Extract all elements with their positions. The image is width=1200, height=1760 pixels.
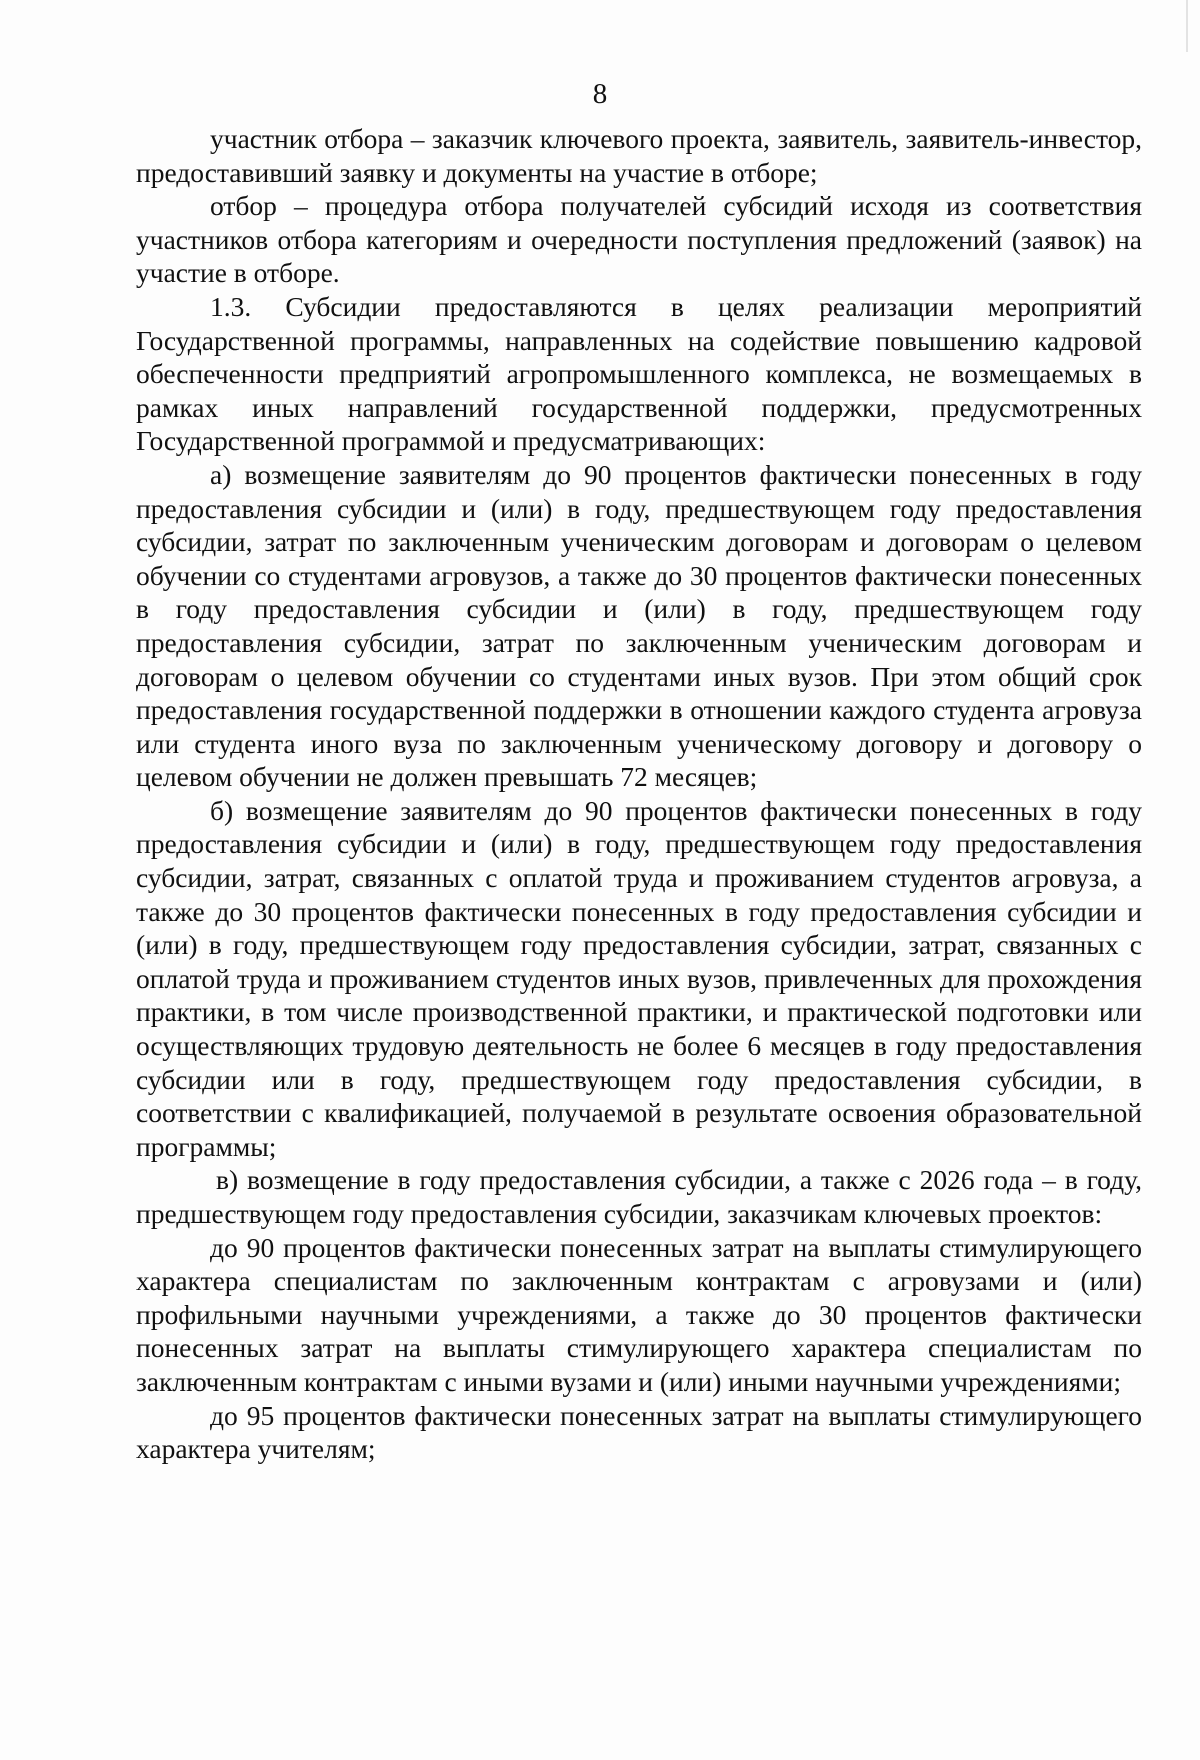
scan-edge-mark [1186,0,1188,52]
paragraph-item-v: в) возмещение в году предоставления субсидии, а также с 2026 года – в году, предшествующем году предоставления субсидии, заказчикам ключевых проектов: [136,1164,1142,1229]
paragraph-item-a: а) возмещение заявителям до 90 процентов фактически понесенных в году предоставления субсидии и (или) в году, предшествующем году предоставления субсидии, затрат по заключенным ученическим договорам и договорам о целевом обучении со студентами агровузов, а также до 30 процентов фактически понесенных в году предоставления субсидии и (или) в году, предшествующем году предоставления субсидии, затрат по заключенным ученическим договорам и договорам о целевом обучении со студентами иных вузов. При этом общий срок предоставления государственной поддержки в отношении каждого студента агровуза или студента иного вуза по заключенным ученическому договору и договору о целевом обучении не должен превышать 72 месяцев; [136,458,1142,793]
page-number: 8 [592,78,608,110]
paragraph-up-to-95-percent: до 95 процентов фактически понесенных затрат на выплаты стимулирующего характера учителям; [136,1399,1142,1465]
paragraph-section-1-3: 1.3. Субсидии предоставляются в целях реализации мероприятий Государственной программы, направленных на содействие повышению кадровой обеспеченности предприятий агропромышленного комплекса, не возмещаемых в рамках иных направлений государственной поддержки, предусмотренных Государственной программой и предусматривающих: [136,290,1142,457]
paragraph-up-to-90-percent: до 90 процентов фактически понесенных затрат на выплаты стимулирующего характера специалистам по заключенным контрактам с агровузами и (или) профильными научными учреждениями, а также до 30 процентов фактически понесенных затрат на выплаты стимулирующего характера специалистам по заключенным контрактам с иными вузами и (или) иными научными учреждениями; [136,1231,1142,1397]
document-body [136,122,1142,1466]
paragraph-participant-definition: участник отбора – заказчик ключевого проекта, заявитель, заявитель-инвестор, предоставивший заявку и документы на участие в отборе; [136,123,1142,188]
paragraph-selection-definition: отбор – процедура отбора получателей субсидий исходя из соответствия участников отбора категориям и очередности поступления предложений (заявок) на участие в отборе. [136,190,1142,289]
paragraph-item-b: б) возмещение заявителям до 90 процентов фактически понесенных в году предоставления субсидии и (или) в году, предшествующем году предоставления субсидии, затрат, связанных с оплатой труда и проживанием студентов агровуза, а также до 30 процентов фактически понесенных в году предоставления субсидии и (или) в году, предшествующем году предоставления субсидии, затрат, связанных с оплатой труда и проживанием студентов иных вузов, привлеченных для прохождения практики, в том числе производственной практики, и практической подготовки или осуществляющих трудовую деятельность не более 6 месяцев в году предоставления субсидии или в году, предшествующем году предоставления субсидии, в соответствии с квалификацией, получаемой в результате освоения образовательной программы; [136,794,1142,1162]
